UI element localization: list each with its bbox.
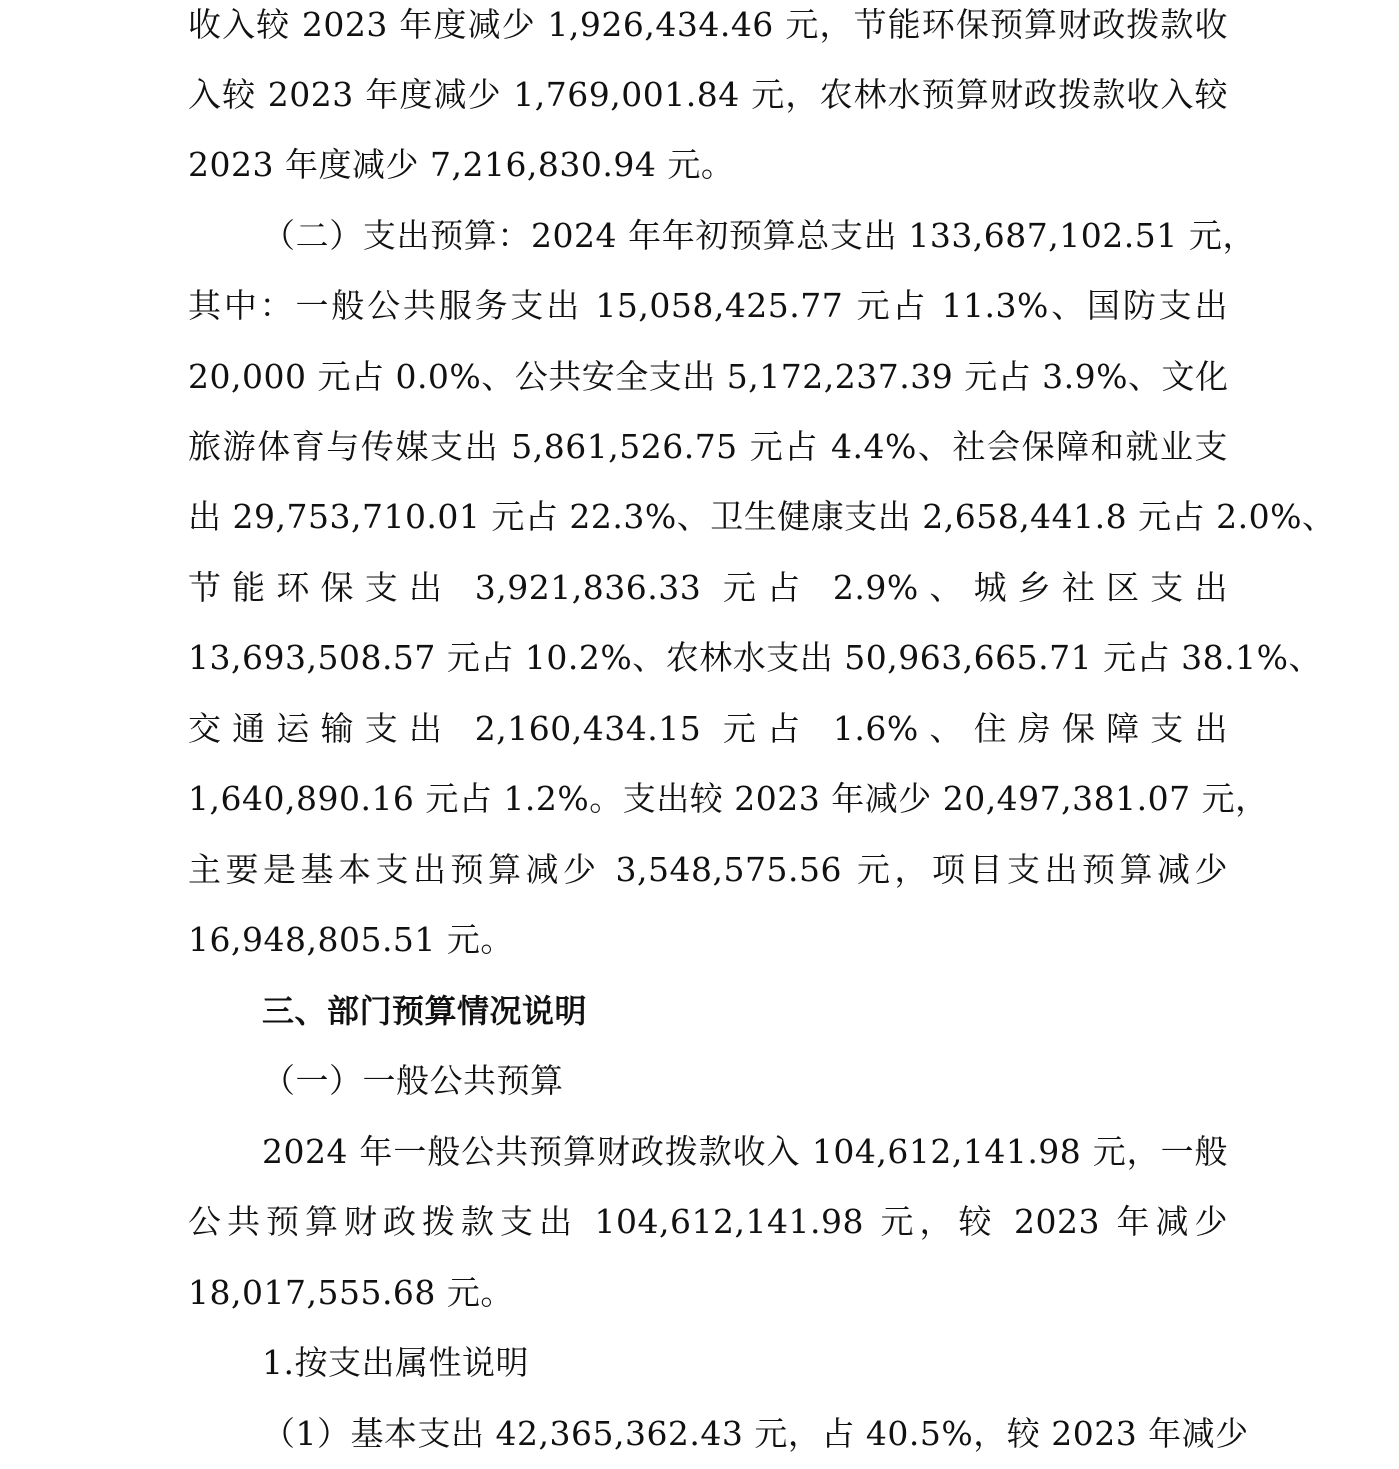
text-line-14: 16,948,805.51 元。 xyxy=(188,920,514,959)
text-line-10: 13,693,508.57 元占 10.2%、农林水支出 50,963,665.71 元占 38.1%、 xyxy=(188,638,1322,677)
text-line-18: 公共预算财政拨款支出 104,612,141.98 元，较 2023 年减少 xyxy=(188,1202,1228,1241)
text-line-7: 旅游体育与传媒支出 5,861,526.75 元占 4.4%、社会保障和就业支 xyxy=(188,427,1228,466)
text-line-2: 入较 2023 年度减少 1,769,001.84 元，农林水预算财政拨款收入较 xyxy=(188,75,1228,114)
text-line-6: 20,000 元占 0.0%、公共安全支出 5,172,237.39 元占 3.9%、文化 xyxy=(188,357,1229,396)
text-line-5: 其中：一般公共服务支出 15,058,425.77 元占 11.3%、国防支出 xyxy=(188,286,1228,325)
text-line-21: （1）基本支出 42,365,362.43 元，占 40.5%，较 2023 年减少 xyxy=(262,1414,1249,1453)
text-line-3: 2023 年度减少 7,216,830.94 元。 xyxy=(188,145,735,184)
subsection-heading-general-public-budget: （一）一般公共预算 xyxy=(262,1061,564,1100)
text-line-8: 出 29,753,710.01 元占 22.3%、卫生健康支出 2,658,441.8 元占 2.0%、 xyxy=(188,497,1336,536)
text-line-1: 收入较 2023 年度减少 1,926,434.46 元，节能环保预算财政拨款收 xyxy=(188,5,1228,44)
text-line-19: 18,017,555.68 元。 xyxy=(188,1273,514,1312)
subsection-by-expenditure-attribute: 1.按支出属性说明 xyxy=(262,1343,529,1382)
text-line-9: 节能环保支出 3,921,836.33 元占 2.9%、城乡社区支出 xyxy=(188,568,1228,607)
expenditure-budget-first-line: （二）支出预算：2024 年年初预算总支出 133,687,102.51 元， xyxy=(262,216,1256,255)
text-line-11: 交通运输支出 2,160,434.15 元占 1.6%、住房保障支出 xyxy=(188,709,1228,748)
text-line-17: 2024 年一般公共预算财政拨款收入 104,612,141.98 元，一般 xyxy=(262,1132,1228,1171)
section-heading-department-budget: 三、部门预算情况说明 xyxy=(262,992,588,1030)
text-line-13: 主要是基本支出预算减少 3,548,575.56 元，项目支出预算减少 xyxy=(188,850,1228,889)
text-line-12: 1,640,890.16 元占 1.2%。支出较 2023 年减少 20,497,381.07 元， xyxy=(188,779,1269,818)
